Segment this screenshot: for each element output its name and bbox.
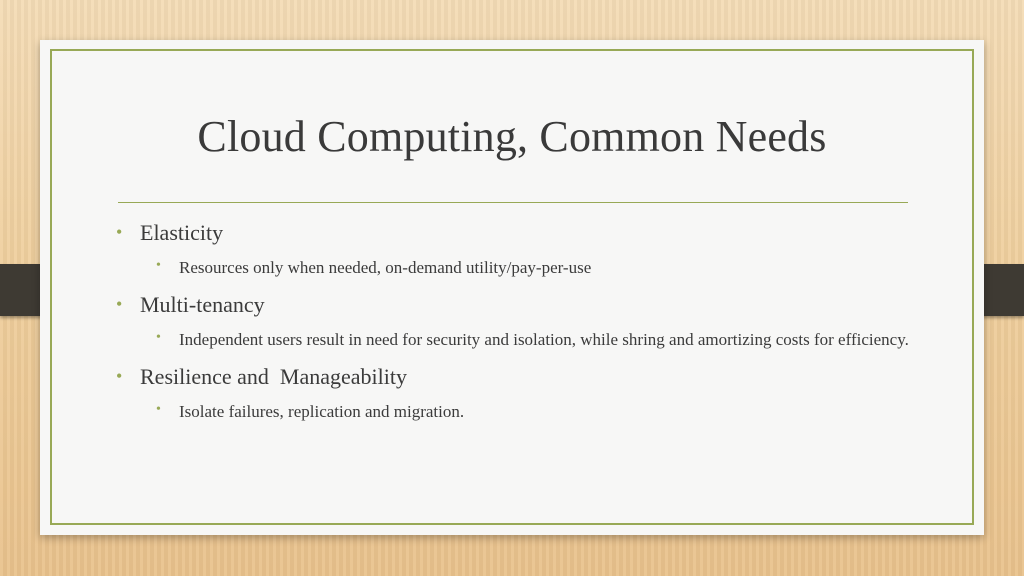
bullet-text: Resilience and Manageability [140,364,407,389]
sub-bullet-text: Resources only when needed, on-demand utility/pay-per-use [179,258,592,277]
bullet-text: Multi-tenancy [140,292,265,317]
sub-bullet-item [112,400,932,424]
bullet-dot-icon: • [116,366,123,386]
bullet-dot-icon: • [116,294,123,314]
bullet-item [112,290,932,320]
bullet-text: Elasticity [140,220,224,245]
bullet-dot-icon: • [156,402,161,417]
bullet-item [112,218,932,248]
sub-bullet-item [112,328,932,352]
sub-bullet-text: Independent users result in need for security and isolation, while shring and amortizing costs for efficiency. [179,330,909,349]
sub-bullet-item [112,256,932,280]
slide-card [40,40,984,535]
bullet-list [112,218,932,434]
bullet-dot-icon: • [156,330,161,345]
bullet-item [112,362,932,392]
slide-title: Cloud Computing, Common Needs [197,112,827,161]
sub-bullet-text: Isolate failures, replication and migration. [179,402,465,421]
bullet-dot-icon: • [156,258,161,273]
title-divider [118,202,908,203]
bullet-dot-icon: • [116,222,123,242]
